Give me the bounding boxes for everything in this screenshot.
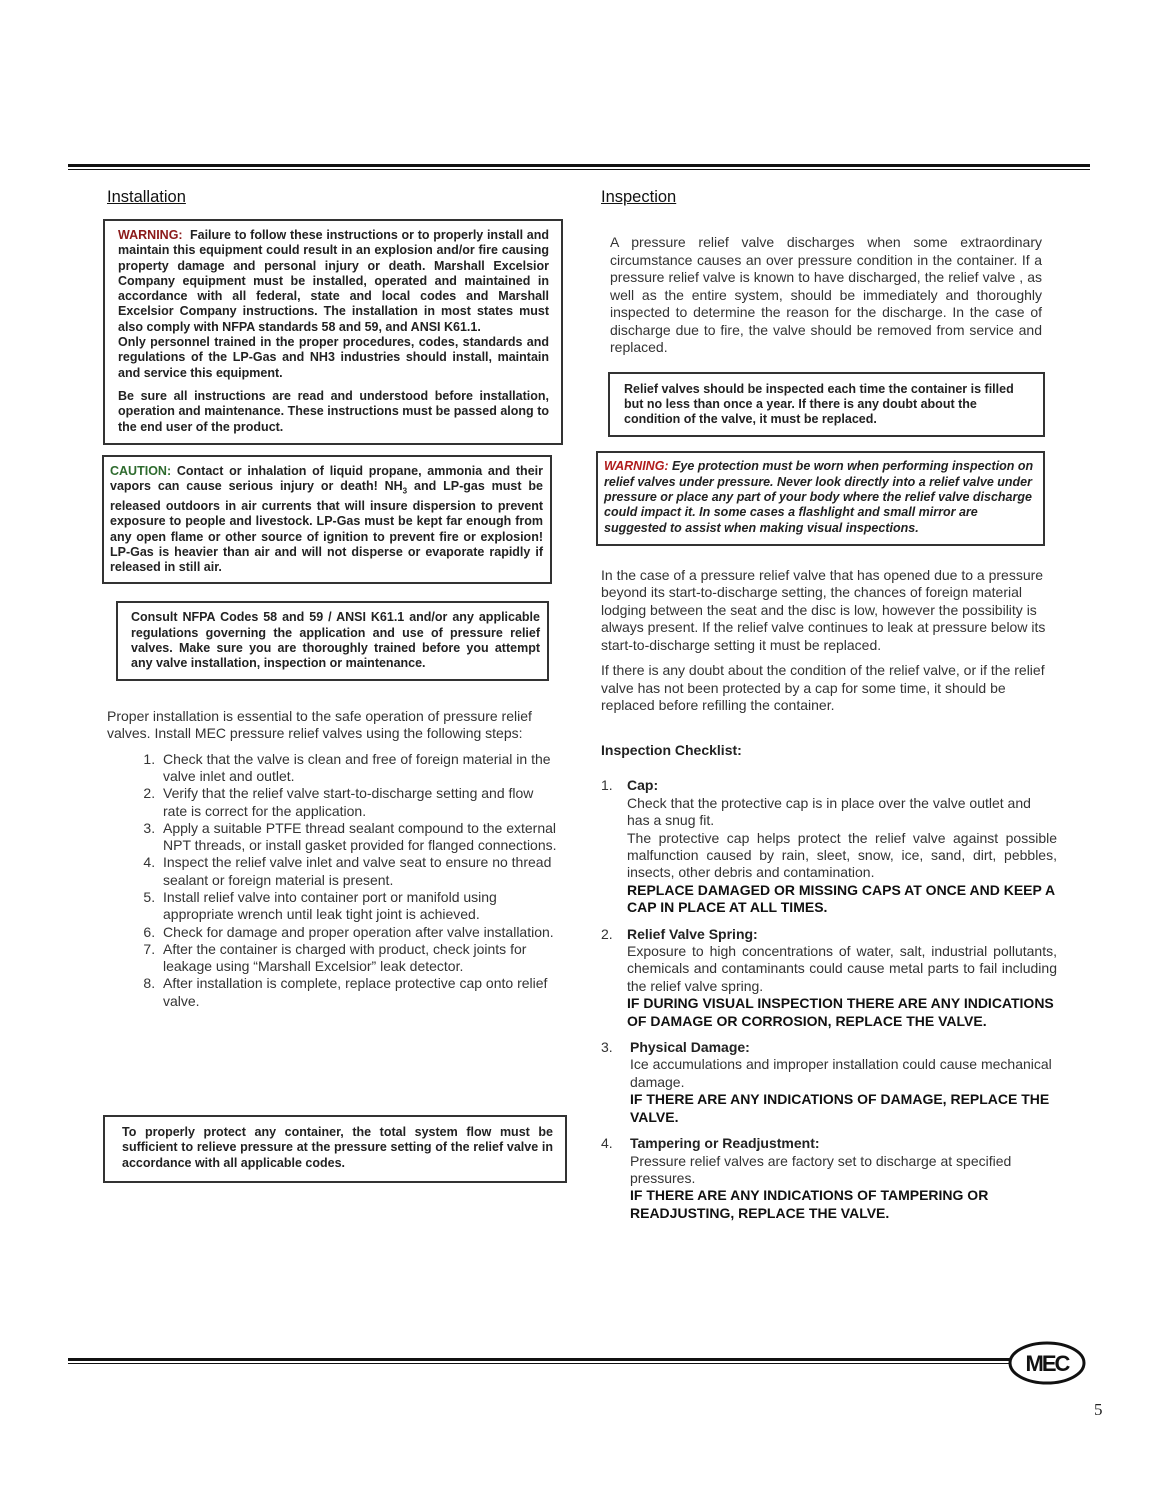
checklist-item-physical-damage: 3. Physical Damage: Ice accumulations and improper installation could cause mechanical damage. IF THERE ARE ANY INDICATIONS OF DAMAGE, REPLACE THE VALVE. (601, 1039, 1052, 1125)
installation-step: 5. Install relief valve into container port or manifold using appropriate wrench until leak tight joint is achieved. (159, 889, 559, 924)
warning-text: Eye protection must be worn when performing inspection on relief valves under pressure. Never look directly into a relief valve under pressure or place any part of your body where the relief valve discharge could impact it. In some cases a flashlight and small mirror are suggested to assist when making visual inspections. (604, 459, 1034, 535)
inspection-heading: Inspection (601, 188, 677, 206)
checklist-title: Inspection Checklist: (601, 741, 742, 758)
warning-text-personnel: Only personnel trained in the proper procedures, codes, standards and regulations of the LP-Gas and NH3 industries should install, maintain and service this equipment. (118, 335, 549, 380)
warning-text-instructions: Be sure all instructions are read and understood before installation, operation and maintenance. These instructions must be passed along to the end user of the product. (118, 388, 549, 434)
caution-box (102, 455, 552, 585)
warning-text: Failure to follow these instructions or to properly install and maintain this equipment could result in an explosion and/or fire causing property damage and personal injury or death. Marshall Excelsior Company equipment must be installed, operated and maintained in accordance with all federal, state and local codes and Marshall Excelsior Company instructions. The installation in most states must also comply with NFPA standards 58 and 59, and ANSI K61.1. (118, 228, 549, 334)
installation-step: 8. After installation is complete, replace protective cap onto relief valve. (159, 975, 559, 1010)
consult-box: Consult NFPA Codes 58 and 59 / ANSI K61.1 and/or any applicable regulations governing the application and use of pressure relief valves. Make sure you are thoroughly trained before you attempt any valve installation, inspection or maintenance. (116, 601, 549, 680)
installation-steps (107, 751, 559, 1010)
warning-label: WARNING: (118, 228, 183, 242)
installation-step: 4. Inspect the relief valve inlet and valve seat to ensure no thread sealant or foreign material is present. (159, 854, 559, 889)
installation-step: 3. Apply a suitable PTFE thread sealant compound to the external NPT threads, or install gasket provided for flanged connections. (159, 820, 559, 855)
inspection-frequency-box: Relief valves should be inspected each time the container is filled but no less than once a year. If there is any doubt about the condition of the valve, it must be replaced. (608, 372, 1045, 438)
warning-label: WARNING: (604, 459, 669, 474)
checklist-item-cap: 1. Cap: Check that the protective cap is in place over the valve outlet and has a snug fit. The protective cap helps protect the relief valve against possible malfunction caused by rain, sleet, snow, ice, sand, dirt, pebbles, insects, other debris and contamination. REPLACE DAMAGED OR MISSING CAPS AT ONCE AND KEEP A CAP IN PLACE AT ALL TIMES. (601, 777, 1057, 916)
page-number: 5 (1094, 1400, 1103, 1419)
caution-label: CAUTION: (110, 463, 172, 478)
inspection-doubt-paragraph: If there is any doubt about the condition of the relief valve, or if the relief valve has not been protected by a cap for some time, it should be replaced before refilling the container. (601, 662, 1045, 714)
installation-step: 7. After the container is charged with product, check joints for leakage using “Marshall Excelsior” leak detector. (159, 941, 559, 976)
installation-step: 6. Check for damage and proper operation after valve installation. (159, 924, 559, 941)
svg-text:MEC: MEC (1025, 1351, 1069, 1376)
inspection-warning-box (596, 451, 1045, 545)
installation-step: 2. Verify that the relief valve start-to-discharge setting and flow rate is correct for the application. (159, 785, 559, 820)
installation-warning-box (103, 219, 563, 445)
installation-intro: Proper installation is essential to the safe operation of pressure relief valves. Install MEC pressure relief valves using the following steps: (107, 707, 532, 742)
flow-note-box: To properly protect any container, the total system flow must be sufficient to relieve pressure at the pressure setting of the relief valve in accordance with all applicable codes. (103, 1115, 567, 1183)
footer-rule (68, 1358, 1013, 1364)
mec-logo (1008, 1340, 1088, 1386)
caution-text: Contact or inhalation of liquid propane, ammonia and their vapors can cause serious injury or death! $NH_3$ and LP-gas must be released outdoors in air currents that will insure dispersion to prevent exposure to people and livestock. LP-Gas must be kept far enough from any open flame or other source of ignition to prevent fire or explosion! LP-Gas is heavier than air and will not disperse or evaporate rapidly if released in still air. (110, 463, 543, 575)
header-rule (68, 164, 1090, 170)
inspection-discharge-paragraph: In the case of a pressure relief valve that has opened due to a pressure beyond its start-to-discharge setting, the chances of foreign material lodging between the seat and the disc is low, however the possibility is always present. If the relief valve continues to leak at pressure below its start-to-discharge setting it must be replaced. (601, 566, 1046, 653)
installation-heading: Installation (107, 188, 186, 206)
inspection-column (601, 188, 1057, 1222)
inspection-intro: A pressure relief valve discharges when some extraordinary circumstance causes an over pressure condition in the container. If a pressure relief valve is known to have discharged, the relief valve , as well as the entire system, should be immediately and thoroughly inspected to determine the reason for the discharge. In the case of discharge due to fire, the valve should be removed from service and replaced. (610, 234, 1042, 355)
installation-column (107, 188, 559, 1170)
checklist-item-tampering: 4. Tampering or Readjustment: Pressure relief valves are factory set to discharge at specified pressures. IF THERE ARE ANY INDICATIONS OF TAMPERING OR READJUSTING, REPLACE THE VALVE. (601, 1135, 1012, 1221)
checklist-item-spring: 2. Relief Valve Spring: Exposure to high concentrations of water, salt, industrial pollutants, chemicals and contaminants could cause metal parts to fail including the relief valve spring. IF DURING VISUAL INSPECTION THERE ARE ANY INDICATIONS OF DAMAGE OR CORROSION, REPLACE THE VALVE. (601, 925, 1057, 1029)
installation-step: 1. Check that the valve is clean and free of foreign material in the valve inlet and outlet. (159, 751, 559, 786)
